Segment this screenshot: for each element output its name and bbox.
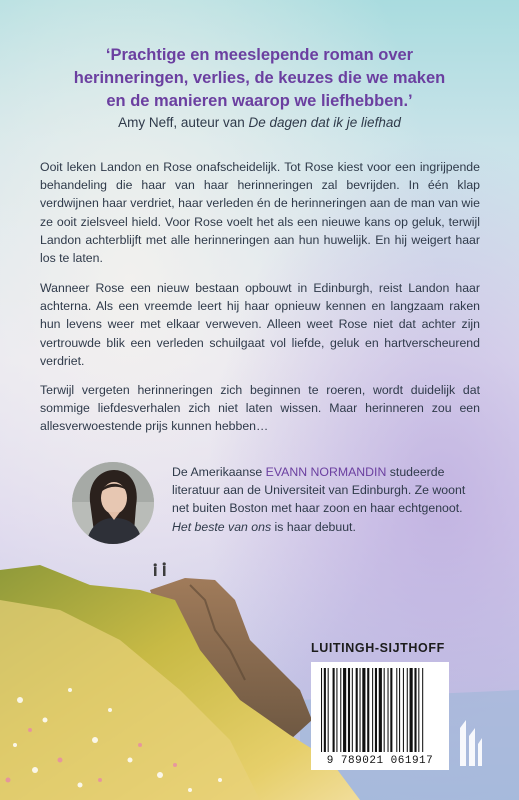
attribution-book-title: De dagen dat ik je liefhad [248,115,401,130]
barcode-bar [410,668,413,752]
barcode-bars [311,662,449,754]
barcode-bar [356,668,358,752]
barcode-bar [388,668,389,752]
isbn-number: 9 789021 061917 [326,755,434,767]
bio-prefix: De Amerikaanse [172,465,266,479]
publisher-logo-icon [456,718,484,768]
barcode-bar [367,668,369,752]
barcode-bar [379,668,382,752]
barcode-bar [407,668,408,752]
blurb-paragraph-2: Wanneer Rose een nieuw bestaan opbouwt in Edinburgh, reist Landon haar achterna. Als een vreemde leert hij haar opnieuw kennen en langzaam raken hun levens weer met elkaar verweven. Alleen weet Rose niet dat achter zijn vertrouwde blik een verleden schuilgaat vol liefde, geluk en hartverscheurend verdriet. [40,281,480,368]
author-bio [172,463,480,536]
barcode-bar [340,668,341,752]
bio-book-title: Het beste van ons [172,519,272,534]
author-photo [72,462,154,544]
publisher-name: LUITINGH-SIJTHOFF [311,641,445,655]
barcode-bar [390,668,392,752]
barcode-bar [352,668,353,752]
barcode-bar [328,668,329,752]
barcode-bar [336,668,337,752]
barcode-bar [343,668,346,752]
barcode-bar [403,668,404,752]
barcode [311,662,449,770]
quote-line-2: herinneringen, verlies, de keuzes die we maken [73,69,446,87]
barcode-bar [414,668,416,752]
quote-attribution [40,115,479,130]
barcode-bar [360,668,361,752]
barcode-bar [384,668,385,752]
barcode-bar [324,668,326,752]
barcode-bar [396,668,397,752]
quote-line-1: ‘Prachtige en meeslepende roman over [105,46,414,64]
bio-suffix: is haar debuut. [271,519,356,534]
blurb-paragraph-1: Ooit leken Landon en Rose onafscheidelijk. Tot Rose kiest voor een ingrijpende behandeling die haar van haar herinneringen zal bevrijden. In één klap verdwijnen haar verdriet, haar verleden én de herinneringen aan de man van wie ze ooit zielsveel hield. Voor Rose voelt het als een nieuwe kans op geluk, terwijl Landon achterblijft met alle herinneringen aan hun huwelijk. En hij weigert haar los te laten. [40,160,480,266]
quote-line-3: en de manieren waarop we liefhebben.’ [106,92,413,110]
barcode-bar [372,668,373,752]
barcode-bar [399,668,400,752]
barcode-bar [333,668,335,752]
barcode-bar [321,668,322,752]
barcode-bar [362,668,365,752]
blurb-paragraph-3: Terwijl vergeten herinneringen zich beginnen te roeren, wordt duidelijk dat sommige liefdesverhalen zich niet laten wissen. Maar herinneren zou een allesverwoestende prijs kunnen hebben… [40,383,480,434]
attribution-author: Amy Neff, auteur van [118,115,249,130]
author-name: EVANN NORMANDIN [265,465,387,479]
barcode-bar [348,668,350,752]
bio-text: studeerde literatuur aan de Universiteit van Edinburgh. Ze woont net buiten Boston met haar zoon en haar echtgenoot. [172,465,466,516]
barcode-bar [422,668,423,752]
barcode-bar [375,668,377,752]
barcode-bar [418,668,419,752]
review-quote [40,44,479,113]
